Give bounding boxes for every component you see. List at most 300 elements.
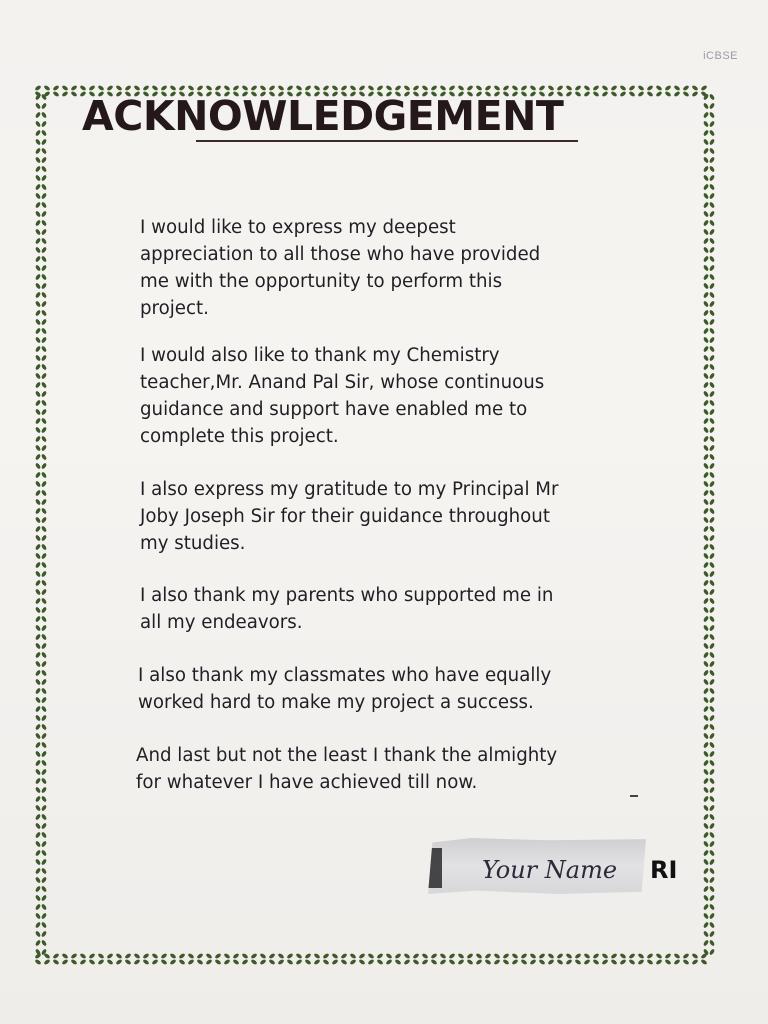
border-leaf <box>628 953 635 960</box>
border-leaf <box>709 291 716 298</box>
border-leaf <box>340 85 347 92</box>
border-leaf <box>556 959 563 966</box>
border-leaf <box>709 903 716 910</box>
border-leaf <box>703 885 710 892</box>
border-leaf <box>682 85 689 92</box>
border-leaf <box>35 669 42 676</box>
border-leaf <box>70 85 77 92</box>
border-leaf <box>703 687 710 694</box>
border-leaf <box>709 210 716 217</box>
signature-handwritten: Your Name <box>482 856 618 884</box>
border-leaf <box>35 894 42 901</box>
border-leaf <box>430 953 437 960</box>
border-leaf <box>385 953 392 960</box>
border-leaf <box>160 959 167 966</box>
border-leaf <box>709 390 716 397</box>
border-leaf <box>592 953 599 960</box>
border-leaf <box>35 147 42 154</box>
border-leaf <box>619 91 626 98</box>
border-leaf <box>41 525 48 532</box>
border-leaf <box>709 822 716 829</box>
border-leaf <box>703 201 710 208</box>
border-leaf <box>79 85 86 92</box>
border-leaf <box>673 91 680 98</box>
border-leaf <box>394 959 401 966</box>
border-leaf <box>124 953 131 960</box>
border-leaf <box>703 291 710 298</box>
border-leaf <box>703 138 710 145</box>
border-leaf <box>709 147 716 154</box>
border-leaf <box>703 912 710 919</box>
border-leaf <box>664 959 671 966</box>
border-leaf <box>637 85 644 92</box>
border-leaf <box>703 768 710 775</box>
border-leaf <box>691 91 698 98</box>
border-leaf <box>703 417 710 424</box>
border-leaf <box>709 831 716 838</box>
border-leaf <box>394 85 401 92</box>
border-leaf <box>41 372 48 379</box>
border-leaf <box>196 959 203 966</box>
border-leaf <box>41 750 48 757</box>
border-leaf <box>703 588 710 595</box>
border-leaf <box>703 381 710 388</box>
border-leaf <box>41 768 48 775</box>
border-leaf <box>313 85 320 92</box>
border-leaf <box>142 953 149 960</box>
border-leaf <box>35 462 42 469</box>
border-leaf <box>703 930 710 937</box>
border-leaf <box>151 959 158 966</box>
border-leaf <box>41 165 48 172</box>
border-leaf <box>41 174 48 181</box>
border-leaf <box>547 85 554 92</box>
border-leaf <box>35 543 42 550</box>
border-leaf <box>709 678 716 685</box>
border-leaf <box>115 85 122 92</box>
border-leaf <box>709 408 716 415</box>
border-leaf <box>709 516 716 523</box>
border-leaf <box>703 390 710 397</box>
border-leaf <box>41 795 48 802</box>
paragraph-classmates: I also thank my classmates who have equally worked hard to make my project a success. <box>138 665 552 713</box>
border-leaf <box>41 237 48 244</box>
border-leaf <box>61 953 68 960</box>
border-leaf <box>592 85 599 92</box>
border-leaf <box>187 953 194 960</box>
border-leaf <box>41 723 48 730</box>
border-leaf <box>367 959 374 966</box>
border-leaf <box>35 687 42 694</box>
paragraph-parents: I also thank my parents who supported me in all my endeavors. <box>140 585 554 633</box>
border-leaf <box>703 525 710 532</box>
border-leaf <box>709 264 716 271</box>
border-leaf <box>709 876 716 883</box>
border-leaf <box>41 228 48 235</box>
border-leaf <box>709 633 716 640</box>
border-leaf <box>97 959 104 966</box>
border-leaf <box>250 953 257 960</box>
border-leaf <box>376 953 383 960</box>
border-leaf <box>41 822 48 829</box>
border-leaf <box>619 959 626 966</box>
border-leaf <box>709 849 716 856</box>
border-leaf <box>682 959 689 966</box>
border-leaf <box>403 959 410 966</box>
border-leaf <box>703 516 710 523</box>
border-leaf <box>673 959 680 966</box>
border-leaf <box>35 444 42 451</box>
border-leaf <box>349 85 356 92</box>
border-leaf <box>457 959 464 966</box>
border-leaf <box>703 642 710 649</box>
border-leaf <box>439 959 446 966</box>
border-leaf <box>223 953 230 960</box>
border-leaf <box>610 91 617 98</box>
border-leaf <box>52 85 59 92</box>
border-leaf <box>178 959 185 966</box>
border-leaf <box>394 953 401 960</box>
border-leaf <box>703 129 710 136</box>
border-leaf <box>41 624 48 631</box>
border-leaf <box>457 85 464 92</box>
border-leaf <box>41 498 48 505</box>
border-leaf <box>41 102 48 109</box>
border-leaf <box>691 959 698 966</box>
border-leaf <box>709 561 716 568</box>
border-leaf <box>475 959 482 966</box>
border-leaf <box>709 543 716 550</box>
border-leaf <box>35 867 42 874</box>
border-leaf <box>565 953 572 960</box>
border-leaf <box>583 959 590 966</box>
border-leaf <box>41 210 48 217</box>
border-leaf <box>241 953 248 960</box>
border-leaf <box>187 85 194 92</box>
border-leaf <box>35 534 42 541</box>
border-leaf <box>241 959 248 966</box>
border-leaf <box>41 840 48 847</box>
border-leaf <box>35 309 42 316</box>
border-leaf <box>709 732 716 739</box>
border-leaf <box>703 633 710 640</box>
border-leaf <box>41 885 48 892</box>
border-leaf <box>41 192 48 199</box>
border-leaf <box>41 147 48 154</box>
border-leaf <box>35 390 42 397</box>
border-leaf <box>79 953 86 960</box>
border-leaf <box>703 399 710 406</box>
border-leaf <box>703 561 710 568</box>
border-leaf <box>628 85 635 92</box>
border-leaf <box>703 354 710 361</box>
border-leaf <box>41 687 48 694</box>
border-leaf <box>35 507 42 514</box>
border-leaf <box>709 597 716 604</box>
border-leaf <box>35 138 42 145</box>
border-leaf <box>259 85 266 92</box>
border-leaf <box>709 462 716 469</box>
border-leaf <box>466 85 473 92</box>
border-leaf <box>196 85 203 92</box>
border-leaf <box>709 606 716 613</box>
border-leaf <box>709 705 716 712</box>
border-leaf <box>502 85 509 92</box>
border-leaf <box>703 174 710 181</box>
border-leaf <box>430 85 437 92</box>
border-leaf <box>646 953 653 960</box>
border-leaf <box>41 138 48 145</box>
border-leaf <box>41 336 48 343</box>
border-leaf <box>703 102 710 109</box>
border-leaf <box>439 85 446 92</box>
border-leaf <box>160 85 167 92</box>
border-leaf <box>124 959 131 966</box>
border-leaf <box>709 588 716 595</box>
border-leaf <box>709 885 716 892</box>
border-leaf <box>35 741 42 748</box>
border-leaf <box>35 777 42 784</box>
paragraph-principal: I also express my gratitude to my Principal Mr Joby Joseph Sir for their guidance throughout my studies. <box>140 479 559 554</box>
border-leaf <box>35 372 42 379</box>
border-leaf <box>709 183 716 190</box>
border-leaf <box>61 85 68 92</box>
border-leaf <box>124 85 131 92</box>
border-leaf <box>709 570 716 577</box>
border-leaf <box>448 953 455 960</box>
border-leaf <box>41 219 48 226</box>
border-leaf <box>484 959 491 966</box>
border-leaf <box>703 498 710 505</box>
border-leaf <box>619 85 626 92</box>
border-leaf <box>601 85 608 92</box>
border-leaf <box>703 849 710 856</box>
border-leaf <box>703 813 710 820</box>
border-leaf <box>277 85 284 92</box>
border-leaf <box>34 959 41 966</box>
border-leaf <box>703 777 710 784</box>
border-leaf <box>403 85 410 92</box>
border-leaf <box>703 210 710 217</box>
border-leaf <box>703 696 710 703</box>
border-leaf <box>358 959 365 966</box>
border-leaf <box>35 399 42 406</box>
border-leaf <box>703 309 710 316</box>
border-leaf <box>547 959 554 966</box>
border-leaf <box>703 480 710 487</box>
border-leaf <box>35 696 42 703</box>
border-leaf <box>41 759 48 766</box>
border-leaf <box>35 714 42 721</box>
border-leaf <box>709 858 716 865</box>
border-leaf <box>52 953 59 960</box>
border-leaf <box>601 953 608 960</box>
border-leaf <box>151 85 158 92</box>
border-leaf <box>142 959 149 966</box>
border-leaf <box>709 624 716 631</box>
border-leaf <box>628 91 635 98</box>
border-leaf <box>41 120 48 127</box>
border-leaf <box>703 921 710 928</box>
border-leaf <box>41 678 48 685</box>
border-leaf <box>214 959 221 966</box>
border-leaf <box>35 246 42 253</box>
border-leaf <box>709 795 716 802</box>
border-leaf <box>475 953 482 960</box>
border-leaf <box>703 300 710 307</box>
border-leaf <box>41 390 48 397</box>
border-leaf <box>709 111 716 118</box>
border-leaf <box>439 953 446 960</box>
border-leaf <box>709 921 716 928</box>
border-leaf <box>709 669 716 676</box>
border-leaf <box>35 705 42 712</box>
border-leaf <box>349 953 356 960</box>
border-leaf <box>610 85 617 92</box>
border-leaf <box>35 354 42 361</box>
border-leaf <box>41 579 48 586</box>
border-leaf <box>277 959 284 966</box>
border-leaf <box>286 85 293 92</box>
border-leaf <box>41 606 48 613</box>
border-leaf <box>703 219 710 226</box>
border-leaf <box>349 959 356 966</box>
border-leaf <box>673 953 680 960</box>
border-leaf <box>664 85 671 92</box>
border-leaf <box>41 939 48 946</box>
border-leaf <box>502 959 509 966</box>
border-leaf <box>628 959 635 966</box>
border-leaf <box>41 453 48 460</box>
paragraph-appreciation: I would like to express my deepest appreciation to all those who have provided me with the opportunity to perform this project. <box>140 217 541 319</box>
border-leaf <box>41 363 48 370</box>
border-leaf <box>41 444 48 451</box>
border-leaf <box>385 959 392 966</box>
border-leaf <box>41 642 48 649</box>
border-leaf <box>520 959 527 966</box>
border-leaf <box>35 786 42 793</box>
border-leaf <box>709 201 716 208</box>
border-leaf <box>703 750 710 757</box>
border-leaf <box>703 732 710 739</box>
border-leaf <box>421 953 428 960</box>
border-leaf <box>709 804 716 811</box>
border-leaf <box>35 435 42 442</box>
border-leaf <box>703 246 710 253</box>
border-leaf <box>41 327 48 334</box>
border-leaf <box>196 953 203 960</box>
border-leaf <box>41 129 48 136</box>
border-leaf <box>35 903 42 910</box>
border-leaf <box>35 102 42 109</box>
border-leaf <box>709 165 716 172</box>
border-leaf <box>35 183 42 190</box>
border-leaf <box>511 959 518 966</box>
border-leaf <box>703 273 710 280</box>
border-leaf <box>35 273 42 280</box>
border-leaf <box>35 849 42 856</box>
border-leaf <box>709 696 716 703</box>
border-leaf <box>35 228 42 235</box>
border-leaf <box>295 85 302 92</box>
border-leaf <box>35 129 42 136</box>
border-leaf <box>703 669 710 676</box>
border-leaf <box>41 273 48 280</box>
border-leaf <box>151 953 158 960</box>
border-leaf <box>232 959 239 966</box>
border-leaf <box>35 165 42 172</box>
border-leaf <box>709 471 716 478</box>
border-leaf <box>160 953 167 960</box>
border-leaf <box>709 687 716 694</box>
border-leaf <box>691 85 698 92</box>
border-leaf <box>97 953 104 960</box>
border-leaf <box>430 959 437 966</box>
border-leaf <box>703 858 710 865</box>
border-leaf <box>703 345 710 352</box>
border-leaf <box>385 85 392 92</box>
border-leaf <box>703 723 710 730</box>
border-leaf <box>610 953 617 960</box>
border-leaf <box>709 552 716 559</box>
border-leaf <box>41 651 48 658</box>
border-leaf <box>41 462 48 469</box>
border-leaf <box>703 606 710 613</box>
border-leaf <box>709 786 716 793</box>
border-leaf <box>574 959 581 966</box>
border-leaf <box>35 633 42 640</box>
border-leaf <box>41 291 48 298</box>
border-leaf <box>35 750 42 757</box>
border-leaf <box>41 345 48 352</box>
border-leaf <box>35 453 42 460</box>
border-leaf <box>538 85 545 92</box>
border-leaf <box>358 85 365 92</box>
border-leaf <box>35 480 42 487</box>
border-leaf <box>700 85 707 92</box>
border-leaf <box>41 849 48 856</box>
border-leaf <box>709 768 716 775</box>
stray-dash <box>630 795 638 797</box>
border-leaf <box>703 786 710 793</box>
border-leaf <box>35 858 42 865</box>
border-leaf <box>35 768 42 775</box>
border-leaf <box>295 953 302 960</box>
border-leaf <box>484 85 491 92</box>
border-leaf <box>703 363 710 370</box>
border-leaf <box>35 219 42 226</box>
border-leaf <box>703 282 710 289</box>
border-leaf <box>35 912 42 919</box>
border-leaf <box>133 959 140 966</box>
border-leaf <box>35 174 42 181</box>
border-leaf <box>259 953 266 960</box>
border-leaf <box>703 435 710 442</box>
border-leaf <box>41 507 48 514</box>
border-leaf <box>709 867 716 874</box>
border-leaf <box>88 953 95 960</box>
border-leaf <box>709 930 716 937</box>
border-leaf <box>41 282 48 289</box>
border-leaf <box>703 579 710 586</box>
border-leaf <box>565 959 572 966</box>
border-leaf <box>70 91 77 98</box>
border-leaf <box>709 273 716 280</box>
border-leaf <box>703 327 710 334</box>
border-leaf <box>703 507 710 514</box>
border-leaf <box>35 885 42 892</box>
border-leaf <box>709 948 716 955</box>
